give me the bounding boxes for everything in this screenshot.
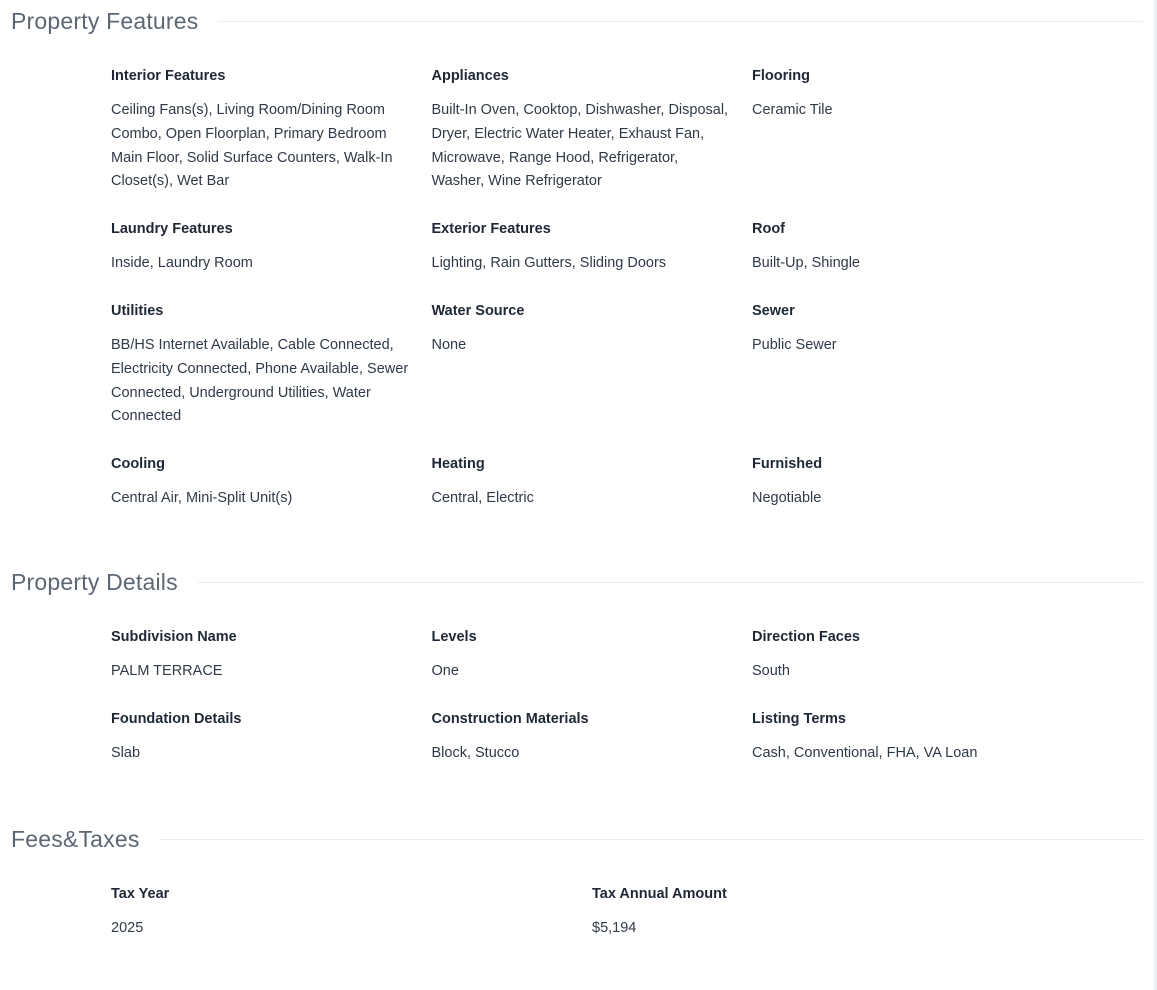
item-value: Built-In Oven, Cooktop, Dishwasher, Disposal, Dryer, Electric Water Heater, Exhaust Fan, Microwave, Range Hood, Refrigerator, Washer, Wine Refrigerator [431,102,729,190]
item-label: Furnished [752,456,823,472]
item-value: Cash, Conventional, FHA, VA Loan [752,745,978,761]
item-label: Roof [752,221,786,237]
feature-utilities [111,302,432,455]
item-value: Central Air, Mini-Split Unit(s) [111,490,293,506]
item-value: None [431,337,467,353]
section-divider [218,21,1143,22]
item-label: Flooring [752,68,810,84]
item-label: Direction Faces [752,629,860,645]
item-value: Block, Stucco [431,745,520,761]
feature-cooling [111,455,432,515]
item-label: Water Source [431,303,525,319]
item-value: South [752,663,790,679]
feature-exterior [432,220,753,302]
detail-levels [432,628,753,710]
feature-interior [111,67,432,220]
item-value: Negotiable [752,490,822,506]
item-label: Listing Terms [752,711,846,727]
item-label: Sewer [752,303,795,319]
detail-construction [432,710,753,766]
item-value: Slab [111,745,141,761]
item-value: One [431,663,459,679]
property-features-header [11,8,1143,35]
detail-foundation [111,710,432,766]
feature-heating [432,455,753,515]
section-divider [160,839,1143,840]
item-value: Ceramic Tile [752,102,833,118]
detail-direction-faces [752,628,1073,710]
fees-taxes-header [11,826,1143,853]
item-value: PALM TERRACE [111,663,223,679]
fees-taxes-grid [111,885,1075,941]
item-value: Built-Up, Shingle [752,255,860,271]
item-value: Inside, Laundry Room [111,255,253,271]
detail-listing-terms [752,710,1073,766]
item-label: Heating [431,456,485,472]
item-label: Levels [431,629,477,645]
feature-furnished [752,455,1073,515]
fees-taxes-title: Fees&Taxes [11,826,140,852]
feature-water-source [432,302,753,455]
item-label: Tax Annual Amount [592,886,727,902]
property-details-grid [111,628,1075,766]
item-label: Cooling [111,456,165,472]
item-value: $5,194 [592,920,637,936]
property-features-title: Property Features [11,8,199,34]
item-label: Utilities [111,303,164,319]
feature-roof [752,220,1073,302]
property-details-title: Property Details [11,569,178,595]
property-features-grid [111,67,1075,515]
item-label: Exterior Features [431,221,551,237]
feature-laundry [111,220,432,302]
item-value: Lighting, Rain Gutters, Sliding Doors [431,255,667,271]
feature-sewer [752,302,1073,455]
item-value: 2025 [111,920,144,936]
item-label: Subdivision Name [111,629,237,645]
item-label: Appliances [431,68,509,84]
item-label: Construction Materials [431,711,589,727]
property-details-header [11,569,1143,596]
fee-tax-year [111,885,592,941]
feature-flooring [752,67,1073,220]
fee-tax-annual-amount [592,885,1073,941]
section-divider [198,582,1143,583]
item-label: Interior Features [111,68,226,84]
item-label: Laundry Features [111,221,233,237]
detail-subdivision [111,628,432,710]
item-label: Foundation Details [111,711,242,727]
item-value: Public Sewer [752,337,837,353]
item-value: BB/HS Internet Available, Cable Connected, Electricity Connected, Phone Available, Sewer Connected, Underground Utilities, Water Connected [111,337,409,425]
item-value: Central, Electric [431,490,534,506]
item-value: Ceiling Fans(s), Living Room/Dining Room Combo, Open Floorplan, Primary Bedroom Main Floor, Solid Surface Counters, Walk-In Closet(s), Wet Bar [111,102,393,190]
feature-appliances [432,67,753,220]
item-label: Tax Year [111,886,170,902]
